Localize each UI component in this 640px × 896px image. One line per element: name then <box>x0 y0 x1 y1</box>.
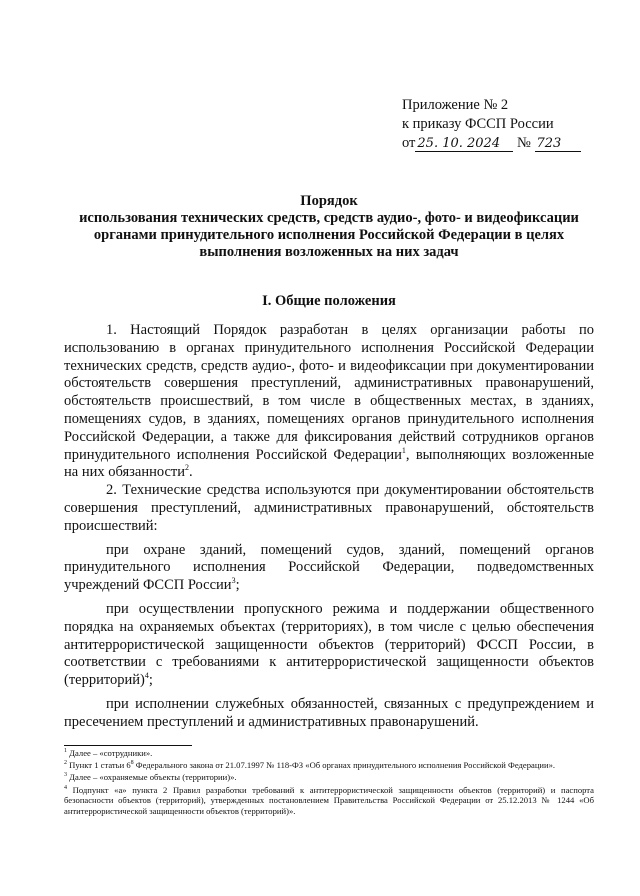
handwritten-number: 723 <box>535 137 581 152</box>
footnote-2-number: 2 <box>64 760 67 767</box>
footnote-1-number: 1 <box>64 748 67 755</box>
footnote-2-text-a: Пункт 1 статьи 6 <box>67 760 131 771</box>
paragraph-1-text: 1. Настоящий Порядок разработан в целях организации работы по использованию в органах принудительного исполнения Российской Федерации технических средств, средств аудио-, фото- и видеофиксации при документировании обстоятельств совершения преступлений, административных правонарушений, обстоятельств происшествий, в том числе в общественных местах, в зданиях, помещениях судов, в зданиях, помещениях органов принудительного исполнения Российской Федерации, а также для фиксирования действий сотрудников органов принудительного исполнения Российской Федерации <box>64 322 594 463</box>
appendix-line-2: к приказу ФССП России <box>402 116 554 132</box>
title-line-4: выполнения возложенных на них задач <box>199 244 459 260</box>
footnote-1 <box>64 748 594 759</box>
document-body <box>64 322 594 732</box>
section-heading: I. Общие положения <box>262 293 396 309</box>
footnote-4-text: Подпункт «а» пункта 2 Правил разработки требований к антитеррористической защищенности объектов (территорий) и паспорта безопасности объектов (территорий), утвержденных постановлением Правительства Российской Федерации от 25.12.2013 № 1244 «Об антитеррористической защищенности объектов (территорий)». <box>64 784 594 816</box>
paragraph-1-end: . <box>188 464 193 481</box>
paragraph-1-mid: , выполняющих возложенные на них обязанности <box>64 446 594 481</box>
appendix-header <box>402 96 581 153</box>
footnote-2-article-sup: 8 <box>130 760 134 767</box>
appendix-date-line <box>402 134 581 153</box>
footnote-2 <box>64 760 594 771</box>
appendix-line-1: Приложение № 2 <box>402 97 509 113</box>
footnote-ref-3: 3 <box>231 576 236 586</box>
paragraph-3-text: при охране зданий, помещений судов, зданий, помещений органов принудительного исполнения Российской Федерации, подведомственных учреждений ФССП России <box>64 541 594 594</box>
footnote-ref-1: 1 <box>401 445 406 455</box>
date-prefix: от <box>402 135 416 151</box>
document-title <box>64 193 594 261</box>
footnote-3-text: Далее – «охраняемые объекты (территории)». <box>67 772 237 783</box>
paragraph-4-text: при осуществлении пропускного режима и поддержании общественного порядка на охраняемых объектах (территориях), в том числе с целью обеспечения антитеррористической защищенности объектов (территорий) ФССП России, в соответствии с требованиями к антитеррористической защищенности объектов (территорий) <box>64 600 594 689</box>
paragraph-3 <box>64 542 594 595</box>
footnote-4-number: 4 <box>64 784 67 791</box>
footnote-separator <box>64 745 192 746</box>
paragraph-5: при исполнении служебных обязанностей, связанных с предупреждением и пресечением преступлений и административных правонарушений. <box>64 695 594 730</box>
footnote-2-text-b: Федерального закона от 21.07.1997 № 118-ФЗ «Об органах принудительного исполнения Российской Федерации». <box>133 760 556 771</box>
footnote-ref-2: 2 <box>184 463 189 473</box>
footnote-ref-4: 4 <box>144 671 149 681</box>
number-label: № <box>517 135 531 151</box>
handwritten-date: 25. 10. 2024 <box>415 137 513 152</box>
title-line-1: Порядок <box>300 193 358 209</box>
paragraph-1 <box>64 322 594 482</box>
footnotes <box>64 748 594 818</box>
footnote-3-number: 3 <box>64 772 67 779</box>
footnote-4 <box>64 785 594 817</box>
paragraph-3-end: ; <box>235 577 240 594</box>
paragraph-4-end: ; <box>148 672 153 689</box>
paragraph-2: 2. Технические средства используются при документировании обстоятельств совершения преступлений, административных правонарушений, обстоятельств происшествий: <box>64 482 594 534</box>
footnote-3 <box>64 772 594 783</box>
title-line-3: органами принудительного исполнения Российской Федерации в целях <box>93 227 565 243</box>
paragraph-4 <box>64 601 594 690</box>
footnote-1-text: Далее – «сотрудники». <box>67 748 153 758</box>
title-line-2: использования технических средств, средств аудио-, фото- и видеофиксации <box>79 210 579 226</box>
